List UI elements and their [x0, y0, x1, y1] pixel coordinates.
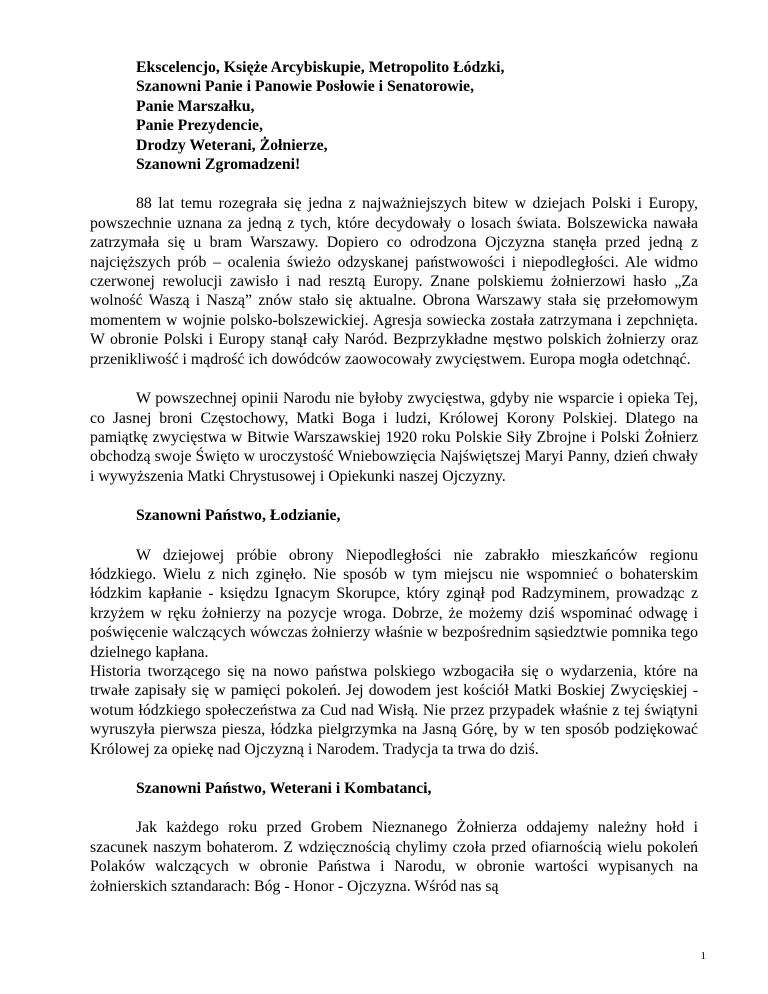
paragraph-church-history: Historia tworzącego się na nowo państwa polskiego wzbogaciła się o wydarzenia, które na trwałe zapisały się w pamięci pokoleń. Jej dowodem jest kościół Matki Boskiej Zwycięskiej - wotum łódzkiego społeczeństwa za Cud nad Wisłą. Nie przez przypadek właśnie z tej świątyni wyruszyła pierwsza piesza, łódzka pielgrzymka na Jasną Górę, by w ten sposób podziękować Królowej za opiekę nad Ojczyzną i Narodem. Tradycja ta trwa do dziś. — [90, 662, 698, 758]
section-heading-veterans: Szanowni Państwo, Weterani i Kombatanci, — [136, 780, 432, 797]
salutation-line: Drodzy Weterani, Żołnierze, — [136, 136, 328, 154]
page-number: 1 — [700, 950, 706, 962]
salutation-line: Panie Prezydencie, — [136, 117, 263, 135]
salutation-line: Ekscelencjo, Księże Arcybiskupie, Metropolito Łódzki, — [136, 59, 505, 76]
salutation-line: Szanowni Zgromadzeni! — [136, 156, 301, 174]
paragraph-lodz-region: W dziejowej próbie obrony Niepodległości nie zabrakło mieszkańców regionu łódzkiego. Wielu z nich zginęło. Nie sposób w tym miejscu nie wspomnieć o bohaterskim łódzkim kapłanie - księdzu Ignacym Skorupce, który zginął pod Radzyminem, prowadząc z krzyżem w ręku żołnierzy na pozycje wroga. Dobrze, że możemy dziś wspominać odwagę i poświęcenie walczących wówczas żołnierzy właśnie w bezpośrednim sąsiedztwie pomnika tego dzielnego kapłana. — [90, 546, 698, 661]
document-page — [90, 58, 698, 896]
paragraph-soldiers-day: W powszechnej opinii Narodu nie byłoby zwycięstwa, gdyby nie wsparcie i opieka Tej, co Jasnej broni Częstochowy, Matki Boga i ludzi, Królowej Korony Polskiej. Dlatego na pamiątkę zwycięstwa w Bitwie Warszawskiej 1920 roku Polskie Siły Zbrojne i Polski Żołnierz obchodzą swoje Święto w uroczystość Wniebowzięcia Najświętszej Maryi Panny, dzień chwały i wywyższenia Matki Chrystusowej i Opiekunki naszej Ojczyzny. — [90, 390, 698, 485]
paragraph-battle-of-warsaw: 88 lat temu rozegrała się jedna z najważniejszych bitew w dziejach Polski i Europy, powszechnie uznana za jedną z tych, które decydowały o losach świata. Bolszewicka nawała zatrzymała się u bram Warszawy. Dopiero co odrodzona Ojczyzna stanęła przed jedną z najcięższych prób – ocalenia świeżo odzyskanej państwowości i niepodległości. Ale widmo czerwonej rewolucji zawisło i nad resztą Europy. Znane polskiemu żołnierzowi hasło „Za wolność Waszą i Naszą” znów stało się aktualne. Obrona Warszawy stała się przełomowym momentem w wojnie polsko-bolszewickiej. Agresja sowiecka została zatrzymana i zepchnięta. W obronie Polski i Europy stanął cały Naród. Bezprzykładne męstwo polskich żołnierzy oraz przenikliwość i mądrość ich dowódców zaowocowały zwycięstwem. Europa mogła odetchnąć. — [90, 195, 698, 368]
salutation-line: Panie Marszałku, — [136, 97, 255, 115]
section-heading-lodz: Szanowni Państwo, Łodzianie, — [136, 507, 341, 525]
paragraph-tribute: Jak każdego roku przed Grobem Nieznanego Żołnierza oddajemy należny hołd i szacunek naszym bohaterom. Z wdzięcznością chylimy czoła przed ofiarnością wielu pokoleń Polaków walczących w obronie Państwa i Narodu, w obronie wartości wypisanych na żołnierskich sztandarach: Bóg - Honor - Ojczyzna. Wśród nas są — [90, 819, 698, 895]
salutation-block — [136, 58, 698, 174]
salutation-line: Szanowni Panie i Panowie Posłowie i Senatorowie, — [136, 78, 475, 96]
